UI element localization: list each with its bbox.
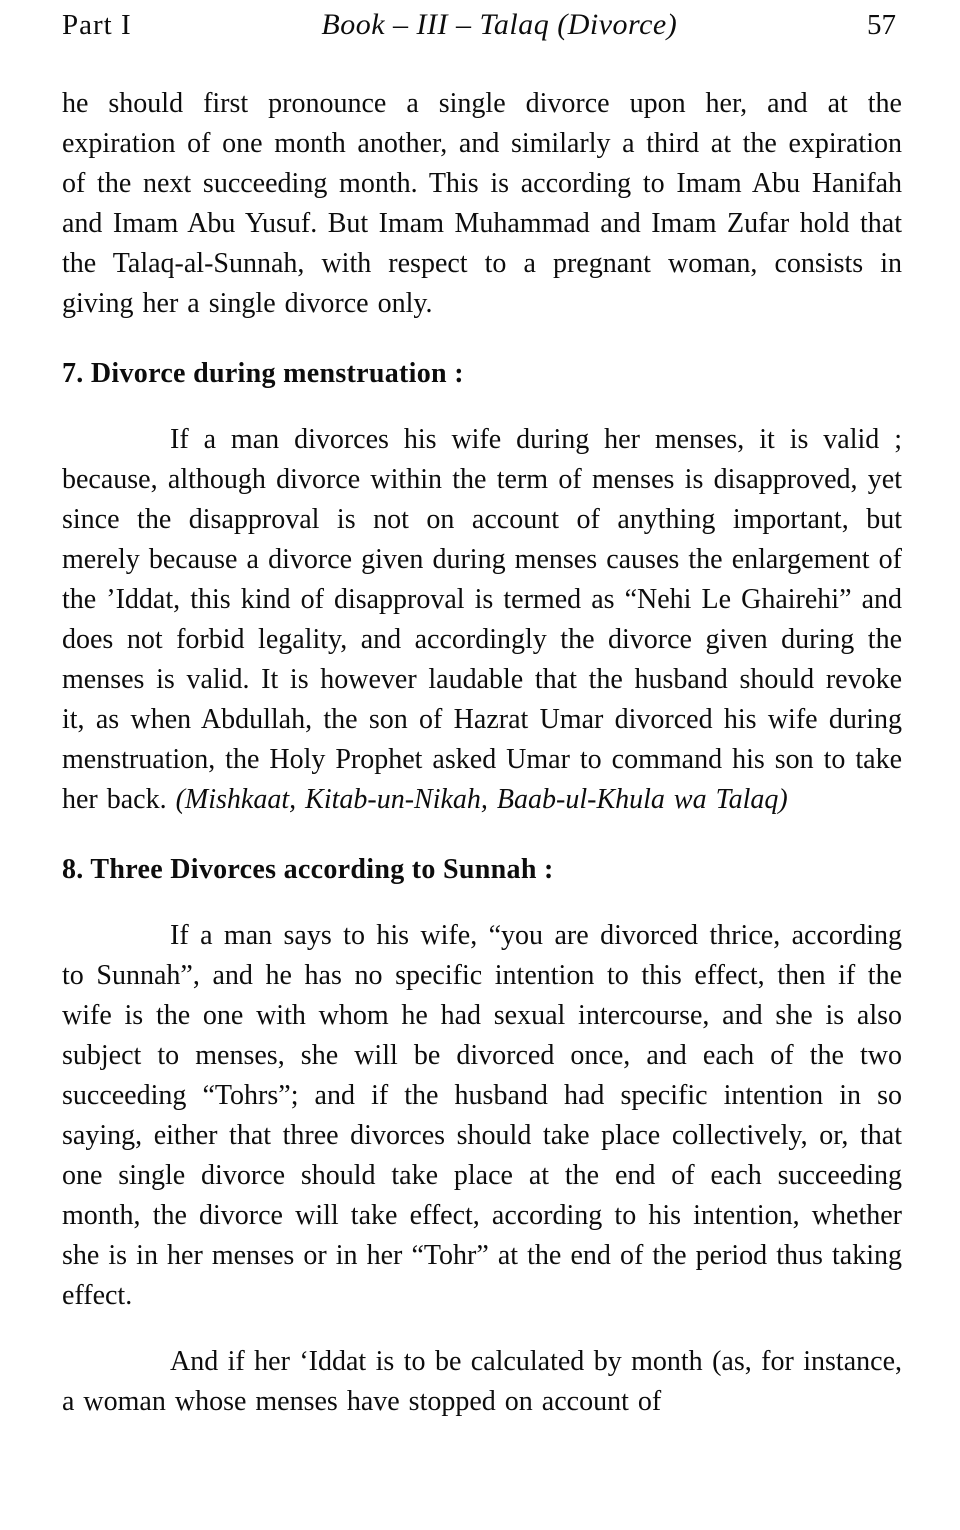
paragraph-section7-text: If a man divorces his wife during her menses, it is valid ; because, although divorce within the term of menses is disapproved, yet since the disapproval is not on account of anything important, but merely because a divorce given during menses causes the enlargement of the ’Iddat, this kind of disapproval is termed as “Nehi Le Ghairehi” and does not forbid legality, and accordingly the divorce given during the menses is valid. It is however laudable that the husband should revoke it, as when Abdullah, the son of Hazrat Umar divorced his wife during menstruation, the Holy Prophet asked Umar to command his son to take her back. <box>62 424 902 815</box>
part-label: Part I <box>62 9 132 41</box>
paragraph-section8-first: If a man says to his wife, “you are divorced thrice, according to Sunnah”, and he has no specific intention to this effect, then if the wife is the one with whom he had sexual intercourse, and she is also subject to menses, she will be divorced once, and each of the two succeeding “Tohrs”; and if the husband had specific intention in so saying, either that three divorces should take place collectively, or, that one single divorce should take place at the end of each succeeding month, the divorce will take effect, according to his intention, whether she is in her menses or in her “Tohr” at the end of the period thus taking effect. <box>62 920 902 1311</box>
paragraph-section8-second: And if her ‘Iddat is to be calculated by month (as, for instance, a woman whose menses have stopped on account of <box>62 1346 902 1417</box>
book-title: Book – III – Talaq (Divorce) <box>321 8 678 41</box>
page-header <box>62 8 902 42</box>
paragraph-section7 <box>62 420 902 820</box>
paragraph-continuation: he should first pronounce a single divorce upon her, and at the expiration of one month another, and similarly a third at the expiration of the next succeeding month. This is according to Imam Abu Hanifah and Imam Abu Yusuf. But Imam Muhammad and Imam Zufar hold that the Talaq-al-Sunnah, with respect to a pregnant woman, consists in giving her a single divorce only. <box>62 88 902 319</box>
section-heading-7: 7. Divorce during menstruation : <box>62 358 464 389</box>
section-heading-8: 8. Three Divorces according to Sunnah : <box>62 854 554 885</box>
page-number: 57 <box>867 9 896 41</box>
citation-text: (Mishkaat, Kitab-un-Nikah, Baab-ul-Khula wa Talaq) <box>175 784 788 815</box>
